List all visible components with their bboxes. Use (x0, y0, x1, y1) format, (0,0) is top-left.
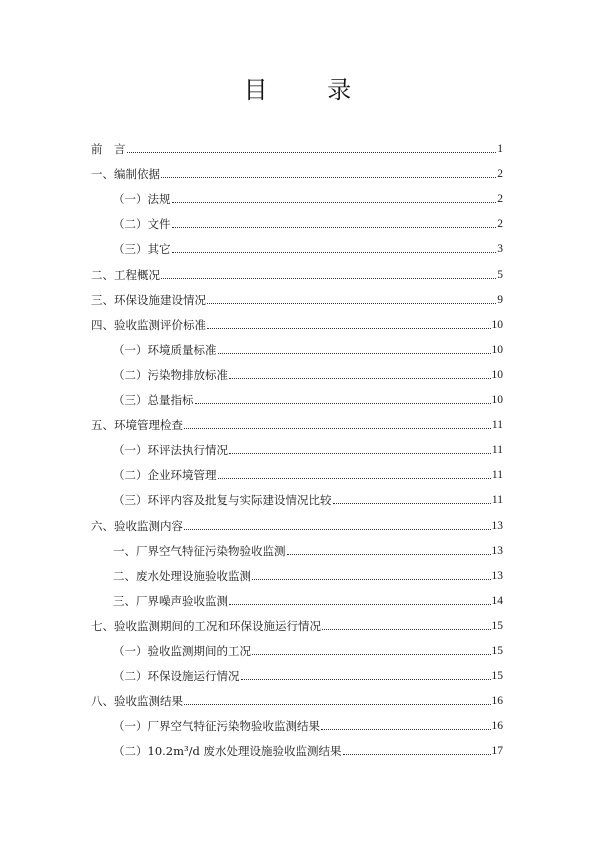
toc-page-number: 16 (491, 720, 503, 733)
toc-entry (113, 182, 503, 206)
toc-entry (113, 734, 503, 758)
toc-entry-label: 二、工程概况 (91, 267, 160, 282)
toc-entry (113, 483, 503, 507)
dot-leader (207, 303, 496, 304)
dot-leader (287, 554, 491, 555)
toc-page-number: 11 (491, 419, 503, 432)
toc-entry (113, 659, 503, 683)
toc-entry (113, 232, 503, 256)
toc-entry (91, 157, 503, 181)
toc-page-number: 11 (491, 444, 503, 457)
toc-entry (113, 634, 503, 658)
toc-entry (91, 308, 503, 332)
toc-page-number: 16 (491, 695, 503, 708)
toc-page-number: 3 (497, 243, 503, 256)
toc-entry-label: （二）环保设施运行情况 (113, 669, 240, 684)
toc-entry-label: 六、验收监测内容 (91, 518, 183, 533)
dot-leader (322, 629, 491, 630)
toc-entry-label: 三、环保设施建设情况 (91, 292, 206, 307)
page-title: 目 录 (243, 76, 378, 104)
toc-entry-label: 四、验收监测评价标准 (91, 317, 206, 332)
dot-leader (241, 679, 491, 680)
toc-page-number: 11 (491, 494, 503, 507)
toc-entry-label: 前 言 (91, 142, 126, 156)
toc-entry (113, 584, 503, 608)
toc-entry (113, 358, 503, 382)
toc-entry (113, 383, 503, 407)
toc-page-number: 10 (491, 394, 503, 406)
dot-leader (172, 202, 497, 203)
dot-leader (161, 278, 496, 279)
dot-leader (172, 252, 497, 253)
toc-entry-label: （一）法规 (113, 192, 171, 207)
toc-entry (91, 408, 503, 432)
dot-leader (184, 428, 491, 429)
toc-page-number: 13 (491, 544, 503, 557)
toc-entry-label: （一）环评法执行情况 (113, 443, 228, 458)
toc-page-number: 15 (491, 645, 503, 657)
toc-entry (113, 433, 503, 457)
toc-page-number: 10 (491, 343, 503, 356)
toc-entry-label: （三）总量指标 (113, 393, 194, 407)
toc-entry-label: （二）企业环境管理 (113, 468, 217, 483)
dot-leader (218, 478, 491, 479)
toc-entry (113, 559, 503, 583)
toc-page-number: 15 (491, 619, 503, 632)
toc-page-number: 2 (497, 218, 503, 231)
toc-entry (91, 684, 503, 708)
toc-entry (91, 609, 503, 633)
toc-page-number: 11 (491, 469, 503, 482)
toc-page-number: 5 (497, 268, 503, 281)
toc-entry-label: 一、厂界空气特征污染物验收监测 (113, 543, 286, 558)
toc-entry (91, 509, 503, 533)
toc-entry-label: 一、编制依据 (91, 167, 160, 182)
toc-page-number: 13 (491, 519, 503, 532)
dot-leader (184, 529, 491, 530)
toc-entry-label: （二）10.2m³/d 废水处理设施验收监测结果 (113, 744, 342, 759)
toc-entry-label: （一）验收监测期间的工况 (113, 644, 251, 658)
dot-leader (172, 227, 497, 228)
dot-leader (252, 654, 491, 655)
dot-leader (321, 729, 491, 730)
dot-leader (195, 403, 491, 404)
dot-leader (127, 152, 497, 153)
toc-entry (113, 458, 503, 482)
toc-entry-label: （二）污染物排放标准 (113, 367, 228, 382)
toc-entry-label: 五、环境管理检查 (91, 418, 183, 433)
toc-entry-label: 二、废水处理设施验收监测 (113, 568, 251, 583)
toc-entry (91, 132, 503, 156)
dot-leader (333, 503, 491, 504)
toc-page-number: 17 (491, 745, 503, 758)
toc-entry-label: 三、厂界噪声验收监测 (113, 593, 228, 608)
toc-page-number: 14 (491, 594, 503, 607)
toc-entry-label: （三）环评内容及批复与实际建设情况比较 (113, 493, 332, 508)
dot-leader (161, 177, 496, 178)
dot-leader (252, 579, 491, 580)
dot-leader (218, 353, 491, 354)
toc-entry-label: 八、验收监测结果 (91, 694, 183, 709)
toc-entry-label: （二）文件 (113, 217, 171, 232)
toc-entry (91, 258, 503, 282)
dot-leader (184, 704, 491, 705)
dot-leader (207, 328, 491, 329)
toc-entry (91, 283, 503, 307)
dot-leader (343, 754, 491, 755)
toc-entry (113, 534, 503, 558)
toc-page-number: 10 (491, 368, 503, 381)
toc-page-number: 1 (497, 143, 503, 155)
toc-entry-label: （三）其它 (113, 242, 171, 257)
toc-entry-label: 七、验收监测期间的工况和环保设施运行情况 (91, 618, 321, 633)
toc-page-number: 9 (497, 293, 503, 306)
toc-entry (113, 207, 503, 231)
toc-entry-label: （一）厂界空气特征污染物验收监测结果 (113, 719, 320, 734)
toc-page-number: 2 (497, 168, 503, 181)
toc-page-number: 15 (491, 670, 503, 683)
toc-entry (113, 709, 503, 733)
toc-entry-label: （一）环境质量标准 (113, 342, 217, 357)
toc-entry (113, 333, 503, 357)
toc-page-number: 2 (497, 193, 503, 206)
dot-leader (229, 453, 491, 454)
toc-page-number: 10 (491, 318, 503, 331)
toc-page-number: 13 (491, 569, 503, 582)
dot-leader (229, 604, 491, 605)
dot-leader (229, 378, 491, 379)
